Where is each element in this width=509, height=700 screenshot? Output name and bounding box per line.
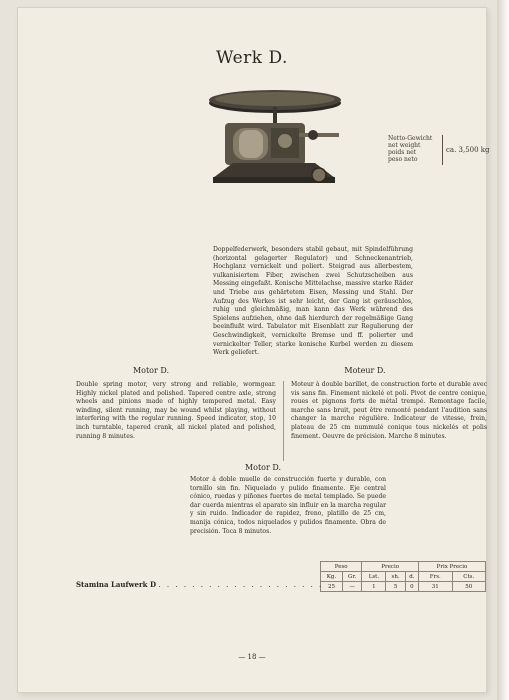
spanish-description: Motor á doble muelle de construcción fuerte y durable, con tornillo sin fin. Niquelado y pulido finamente. Eje central cónico, ruedas y piñones fuertes de metal templado. Se puede dar cuerda mientras el aparato sin influir en la marcha regular y sin ruido. Indicador de rapidez, freno, platillo de 25 cm, manija cónica, todos niquelados y pulidos finamente. Obra de precisión. Toca 8 minutos. <box>190 476 386 535</box>
page-edge-shadow <box>497 0 509 700</box>
brace <box>437 135 443 165</box>
gramophone-motor-illustration <box>203 83 343 193</box>
column-header: sh. <box>386 572 405 582</box>
page-title: Werk D. <box>216 48 288 68</box>
price-table <box>320 561 486 592</box>
table-cell: 31 <box>419 582 453 592</box>
leader-dots: . . . . . . . . . . . . . . . . . . . . <box>158 581 324 589</box>
table-cell: 1 <box>362 582 386 592</box>
weight-note <box>388 135 490 163</box>
weight-label-es: peso neto <box>388 156 418 163</box>
product-name: Stamina Laufwerk D <box>76 580 157 589</box>
weight-value: ca. 3,500 kg <box>446 146 490 154</box>
column-header: Frs. <box>419 572 453 582</box>
french-heading: Moteur D. <box>344 366 386 375</box>
catalog-page <box>18 8 490 692</box>
table-cell: — <box>342 582 361 592</box>
french-description: Moteur à double barillet, de construction forte et durable avec vis sans fin. Finement nickelé et poli. Pivot de centre conique, roues et pignons forts de métal trempé. Remontage facile, marche sans bruit, peut être remonté pendant l'audition sans changer la marche régulière. Indicateur de vitesse, frein, plateau de 25 cm nummulé conique tous nickelés et polis finement. Oeuvre de précision. Marche 8 minutes. <box>291 381 487 440</box>
page-number: — 18 — <box>238 653 266 661</box>
table-cell: 25 <box>321 582 343 592</box>
english-description: Double spring motor, very strong and reliable, wormgear. Highly nickel plated and polished. Tapered centre axle, strong wheels and pinions made of highly tempered metal. Easy winding, silent running, may be wound whilst playing, without interfering with the regular running. Speed indicator, stop, 10 inch turntable, tapered crank, all nickel plated and polished, running 8 minutes. <box>76 381 276 440</box>
weight-label-de: Netto-Gewicht <box>388 135 433 142</box>
spanish-heading: Motor D. <box>244 463 282 472</box>
column-header: Gr. <box>342 572 361 582</box>
english-heading: Motor D. <box>132 366 170 375</box>
product-line <box>76 580 323 589</box>
column-header: Lst. <box>362 572 386 582</box>
table-cell: 50 <box>452 582 485 592</box>
group-header-precio: Precio <box>362 562 419 572</box>
table-cell: 0 <box>405 582 418 592</box>
column-divider <box>283 381 284 461</box>
table-cell: 5 <box>386 582 405 592</box>
column-header: Kg. <box>321 572 343 582</box>
german-description: Doppelfederwerk, besonders stabil gebaut, mit Spindelführung (horizontal gelagerter Regulator) und Schneckenantrieb, Hochglanz vernickelt und poliert. Steigrad aus allerbestem, vulkanisiertem Fiber, zwischen zwei Schutzscheiben aus Messing eingefaßt. Konische Mittelachse, massive starke Räder und Triebe aus gehärtetem Eisen, Messing und Stahl. Der Aufzug des Werkes ist sehr leicht, der Gang ist geräuschlos, ruhig und gleichmäßig, man kann das Werk während des Spielens aufziehen, ohne daß hierdurch der regelmäßige Gang beeinflußt wird. Tabulator mit Eisenblatt zur Regulierung der Geschwindigkeit, vernickelte Bremse und ff. polierter und vernickelter Teller, starke konische Kurbel werden zu diesem Werk geliefert. <box>213 246 413 357</box>
column-header: d. <box>405 572 418 582</box>
group-header-prix: Prix Precio <box>419 562 486 572</box>
group-header-peso: Peso <box>321 562 362 572</box>
column-header: Cts. <box>452 572 485 582</box>
weight-label-fr: poids net <box>388 149 417 156</box>
weight-label-en: net weight <box>388 142 421 149</box>
